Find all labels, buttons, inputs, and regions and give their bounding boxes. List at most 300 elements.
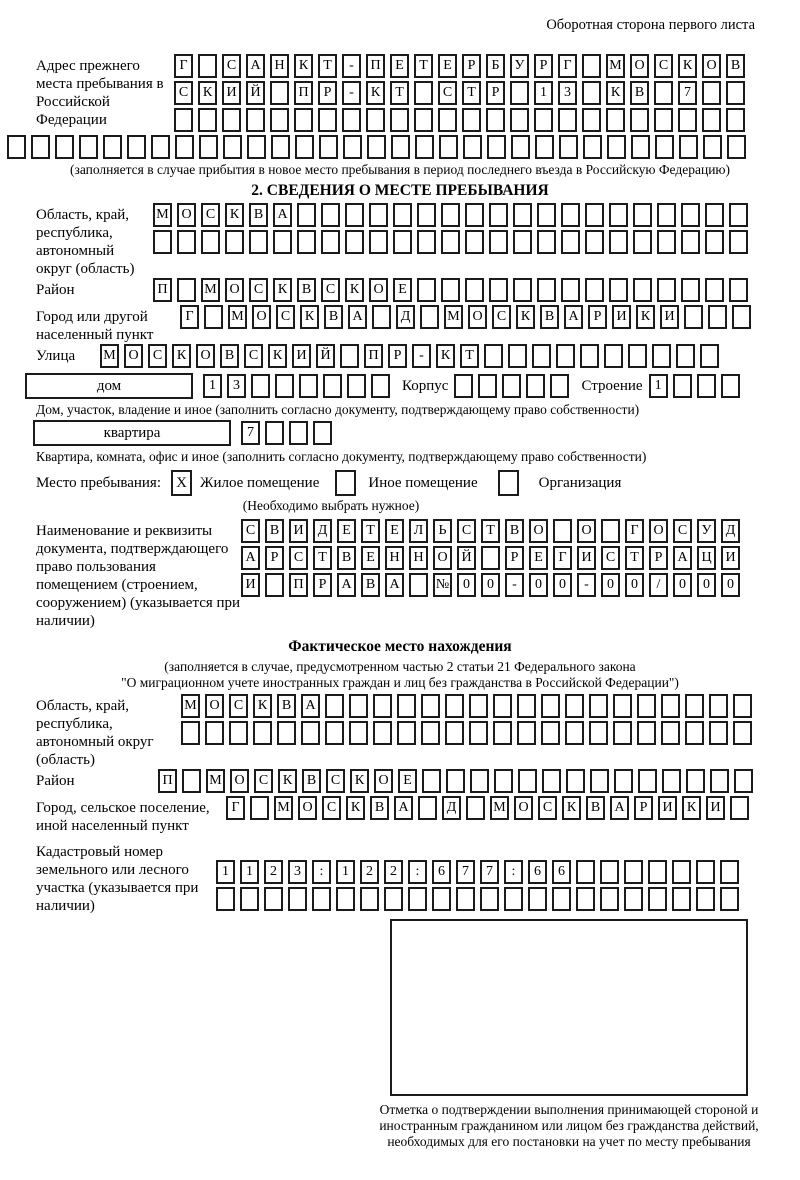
char-cell xyxy=(205,721,224,745)
char-cell xyxy=(600,887,619,911)
char-cell: К xyxy=(278,769,297,793)
char-cell: Г xyxy=(553,546,572,570)
char-cell xyxy=(367,135,386,159)
char-cell xyxy=(513,278,532,302)
char-cell xyxy=(528,887,547,911)
actual-region-label: Область, край, республика, автономный округ (область) xyxy=(36,698,154,768)
char-cell: / xyxy=(649,573,668,597)
char-cell xyxy=(681,230,700,254)
char-cell: С xyxy=(321,278,340,302)
char-cell xyxy=(465,230,484,254)
char-cell: : xyxy=(408,860,427,884)
char-cell: Й xyxy=(316,344,335,368)
char-cell xyxy=(409,573,428,597)
char-cell xyxy=(589,694,608,718)
actual-region-rows xyxy=(181,694,752,748)
district-row xyxy=(153,278,748,302)
char-cell: 6 xyxy=(552,860,571,884)
char-cell xyxy=(223,135,242,159)
char-cell: К xyxy=(273,278,292,302)
char-cell xyxy=(446,769,465,793)
char-cell: О xyxy=(374,769,393,793)
char-cell: С xyxy=(254,769,273,793)
actual-location-title: Фактическое место нахождения xyxy=(288,638,512,655)
char-cell xyxy=(504,887,523,911)
confirmation-stamp-box xyxy=(390,919,748,1096)
checkbox-dwelling: X xyxy=(171,470,192,496)
char-cell xyxy=(681,203,700,227)
char-cell xyxy=(462,108,481,132)
char-cell: К xyxy=(300,305,319,329)
document-row-1 xyxy=(241,519,740,543)
street-block xyxy=(36,344,800,371)
char-cell: 1 xyxy=(336,860,355,884)
char-cell: О xyxy=(298,796,317,820)
char-cell xyxy=(517,694,536,718)
char-cell: Е xyxy=(529,546,548,570)
char-cell: Р xyxy=(534,54,553,78)
district-label: Район xyxy=(36,282,75,298)
char-cell xyxy=(685,694,704,718)
char-cell: Т xyxy=(361,519,380,543)
char-cell: 3 xyxy=(558,81,577,105)
char-cell xyxy=(561,278,580,302)
char-cell xyxy=(582,81,601,105)
char-cell xyxy=(734,769,753,793)
char-cell: О xyxy=(230,769,249,793)
char-cell: К xyxy=(172,344,191,368)
char-cell: О xyxy=(177,203,196,227)
char-cell: Й xyxy=(246,81,265,105)
char-cell: Г xyxy=(174,54,193,78)
section2-title: 2. СВЕДЕНИЯ О МЕСТЕ ПРЕБЫВАНИЯ xyxy=(251,182,549,199)
char-cell xyxy=(726,108,745,132)
char-cell xyxy=(702,108,721,132)
char-cell: И xyxy=(289,519,308,543)
char-cell: Р xyxy=(634,796,653,820)
char-cell xyxy=(478,374,497,398)
char-cell: П xyxy=(289,573,308,597)
char-cell xyxy=(655,135,674,159)
char-cell: Г xyxy=(226,796,245,820)
char-cell: К xyxy=(268,344,287,368)
char-cell xyxy=(271,135,290,159)
char-cell xyxy=(343,135,362,159)
char-cell xyxy=(558,108,577,132)
region-rows xyxy=(153,203,748,257)
char-cell: Г xyxy=(625,519,644,543)
char-cell: И xyxy=(222,81,241,105)
char-cell: В xyxy=(220,344,239,368)
char-cell: 0 xyxy=(625,573,644,597)
char-cell: В xyxy=(630,81,649,105)
char-cell: В xyxy=(505,519,524,543)
char-cell: Р xyxy=(388,344,407,368)
char-cell: С xyxy=(249,278,268,302)
char-cell xyxy=(349,694,368,718)
char-cell: О xyxy=(225,278,244,302)
char-cell: Т xyxy=(390,81,409,105)
char-cell xyxy=(247,135,266,159)
document-rows xyxy=(241,519,740,600)
char-cell xyxy=(270,81,289,105)
char-cell: В xyxy=(249,203,268,227)
char-cell: К xyxy=(606,81,625,105)
option-other-premise-label: Иное помещение xyxy=(368,474,478,491)
char-cell xyxy=(532,344,551,368)
char-cell xyxy=(566,769,585,793)
char-cell xyxy=(510,81,529,105)
char-cell xyxy=(249,230,268,254)
char-cell xyxy=(297,230,316,254)
char-cell xyxy=(537,203,556,227)
char-cell: Е xyxy=(385,519,404,543)
char-cell xyxy=(347,374,366,398)
char-cell xyxy=(720,887,739,911)
char-cell: Д xyxy=(396,305,415,329)
char-cell xyxy=(696,860,715,884)
city-label: Город или другой населенный пункт xyxy=(36,309,154,343)
char-cell xyxy=(373,694,392,718)
char-cell: М xyxy=(153,203,172,227)
char-cell: Й xyxy=(457,546,476,570)
char-cell: - xyxy=(505,573,524,597)
char-cell xyxy=(325,721,344,745)
char-cell xyxy=(301,721,320,745)
char-cell: 1 xyxy=(240,860,259,884)
char-cell: Т xyxy=(414,54,433,78)
char-cell xyxy=(421,721,440,745)
char-cell: К xyxy=(516,305,535,329)
char-cell xyxy=(607,135,626,159)
cadastre-label: Кадастровый номер земельного или лесного участка (указывается при наличии) xyxy=(36,844,199,914)
char-cell xyxy=(678,108,697,132)
char-cell xyxy=(631,135,650,159)
char-cell xyxy=(153,230,172,254)
char-cell xyxy=(732,305,751,329)
char-cell: 0 xyxy=(601,573,620,597)
stay-type-note: (Необходимо выбрать нужное) xyxy=(242,498,420,513)
char-cell: 0 xyxy=(457,573,476,597)
char-cell: 2 xyxy=(264,860,283,884)
char-cell xyxy=(422,769,441,793)
char-cell: К xyxy=(436,344,455,368)
char-cell xyxy=(633,203,652,227)
char-cell: Е xyxy=(390,54,409,78)
char-cell xyxy=(489,230,508,254)
prev-address-row-4 xyxy=(7,135,800,159)
stay-type-row xyxy=(36,470,800,496)
char-cell: Ц xyxy=(697,546,716,570)
district-block xyxy=(36,278,800,305)
char-cell xyxy=(469,721,488,745)
char-cell: В xyxy=(540,305,559,329)
char-cell: Т xyxy=(313,546,332,570)
char-cell xyxy=(198,108,217,132)
char-cell xyxy=(340,344,359,368)
char-cell: 6 xyxy=(528,860,547,884)
char-cell: М xyxy=(490,796,509,820)
char-cell: Т xyxy=(318,54,337,78)
char-cell: М xyxy=(606,54,625,78)
char-cell xyxy=(733,694,752,718)
char-cell: М xyxy=(444,305,463,329)
char-cell: С xyxy=(241,519,260,543)
char-cell xyxy=(336,887,355,911)
char-cell xyxy=(493,721,512,745)
char-cell xyxy=(606,108,625,132)
char-cell: В xyxy=(265,519,284,543)
char-cell xyxy=(275,374,294,398)
char-cell xyxy=(273,230,292,254)
house-number-cells xyxy=(203,374,390,398)
char-cell xyxy=(465,203,484,227)
char-cell: С xyxy=(201,203,220,227)
char-cell xyxy=(55,135,74,159)
char-cell: Т xyxy=(625,546,644,570)
actual-district-label: Район xyxy=(36,773,75,789)
char-cell xyxy=(366,108,385,132)
prev-address-row-3 xyxy=(174,108,745,132)
char-cell: И xyxy=(706,796,725,820)
char-cell xyxy=(441,230,460,254)
char-cell xyxy=(103,135,122,159)
char-cell xyxy=(391,135,410,159)
char-cell xyxy=(672,887,691,911)
char-cell: О xyxy=(514,796,533,820)
char-cell xyxy=(601,519,620,543)
char-cell: Б xyxy=(486,54,505,78)
char-cell xyxy=(373,721,392,745)
checkbox-other-premise xyxy=(335,470,356,496)
char-cell xyxy=(730,796,749,820)
actual-region-row-2 xyxy=(181,721,752,745)
char-cell xyxy=(465,278,484,302)
char-cell: В xyxy=(302,769,321,793)
char-cell xyxy=(613,694,632,718)
char-cell xyxy=(295,135,314,159)
region-row-2 xyxy=(153,230,748,254)
char-cell: А xyxy=(301,694,320,718)
char-cell: В xyxy=(726,54,745,78)
cadastre-row-2 xyxy=(216,887,739,911)
char-cell xyxy=(151,135,170,159)
char-cell xyxy=(369,230,388,254)
actual-district-block xyxy=(36,769,800,796)
char-cell: И xyxy=(241,573,260,597)
char-cell: Е xyxy=(361,546,380,570)
char-cell: С xyxy=(457,519,476,543)
char-cell xyxy=(432,887,451,911)
char-cell: 7 xyxy=(456,860,475,884)
char-cell: Е xyxy=(398,769,417,793)
char-cell: 1 xyxy=(534,81,553,105)
char-cell: 0 xyxy=(697,573,716,597)
char-cell xyxy=(393,230,412,254)
stroenie-label: Строение xyxy=(581,377,643,394)
char-cell: - xyxy=(412,344,431,368)
char-cell xyxy=(182,769,201,793)
char-cell xyxy=(624,860,643,884)
char-cell: 7 xyxy=(241,421,260,445)
char-cell: Р xyxy=(462,54,481,78)
char-cell xyxy=(589,721,608,745)
char-cell xyxy=(541,721,560,745)
apartment-row xyxy=(33,420,800,446)
char-cell xyxy=(556,344,575,368)
char-cell xyxy=(299,374,318,398)
char-cell: : xyxy=(504,860,523,884)
char-cell: 0 xyxy=(673,573,692,597)
char-cell xyxy=(250,796,269,820)
char-cell: В xyxy=(277,694,296,718)
char-cell xyxy=(662,769,681,793)
char-cell xyxy=(438,108,457,132)
char-cell xyxy=(709,694,728,718)
char-cell xyxy=(487,135,506,159)
char-cell xyxy=(418,796,437,820)
char-cell: К xyxy=(225,203,244,227)
char-cell xyxy=(277,721,296,745)
char-cell xyxy=(417,278,436,302)
korpus-cells xyxy=(454,374,569,398)
char-cell xyxy=(565,694,584,718)
city-block xyxy=(36,305,800,344)
char-cell xyxy=(703,135,722,159)
region-row-1 xyxy=(153,203,748,227)
char-cell xyxy=(733,721,752,745)
char-cell: К xyxy=(682,796,701,820)
char-cell xyxy=(177,278,196,302)
char-cell xyxy=(469,694,488,718)
char-cell: 1 xyxy=(649,374,668,398)
document-row-3 xyxy=(241,573,740,597)
char-cell: С xyxy=(326,769,345,793)
char-cell xyxy=(445,721,464,745)
char-cell: 2 xyxy=(360,860,379,884)
document-row-2 xyxy=(241,546,740,570)
char-cell xyxy=(484,344,503,368)
char-cell: А xyxy=(673,546,692,570)
char-cell xyxy=(648,887,667,911)
char-cell xyxy=(466,796,485,820)
char-cell xyxy=(705,278,724,302)
char-cell xyxy=(673,374,692,398)
char-cell xyxy=(565,721,584,745)
char-cell xyxy=(604,344,623,368)
char-cell xyxy=(79,135,98,159)
char-cell: 7 xyxy=(678,81,697,105)
char-cell xyxy=(710,769,729,793)
char-cell: К xyxy=(350,769,369,793)
char-cell xyxy=(470,769,489,793)
char-cell xyxy=(415,135,434,159)
actual-city-block xyxy=(36,796,800,835)
char-cell xyxy=(393,203,412,227)
char-cell xyxy=(582,54,601,78)
char-cell xyxy=(697,374,716,398)
char-cell: О xyxy=(124,344,143,368)
char-cell: Ь xyxy=(433,519,452,543)
char-cell xyxy=(559,135,578,159)
apartment-cells xyxy=(241,421,332,445)
char-cell: О xyxy=(205,694,224,718)
char-cell xyxy=(630,108,649,132)
char-cell xyxy=(390,108,409,132)
char-cell xyxy=(537,230,556,254)
char-cell: И xyxy=(721,546,740,570)
char-cell: 6 xyxy=(432,860,451,884)
char-cell: С xyxy=(673,519,692,543)
char-cell xyxy=(175,135,194,159)
char-cell xyxy=(638,769,657,793)
char-cell xyxy=(297,203,316,227)
char-cell: С xyxy=(601,546,620,570)
char-cell xyxy=(222,108,241,132)
char-cell: А xyxy=(610,796,629,820)
char-cell: К xyxy=(678,54,697,78)
char-cell: А xyxy=(241,546,260,570)
actual-region-row-1 xyxy=(181,694,752,718)
char-cell xyxy=(323,374,342,398)
char-cell: А xyxy=(246,54,265,78)
char-cell: А xyxy=(337,573,356,597)
char-cell: С xyxy=(276,305,295,329)
char-cell: 0 xyxy=(481,573,500,597)
char-cell xyxy=(199,135,218,159)
char-cell xyxy=(700,344,719,368)
char-cell xyxy=(174,108,193,132)
char-cell xyxy=(508,344,527,368)
char-cell: Т xyxy=(460,344,479,368)
char-cell xyxy=(709,721,728,745)
char-cell xyxy=(726,81,745,105)
house-note: Дом, участок, владение и иное (заполнить согласно документу, подтверждающему право собственности) xyxy=(36,402,640,417)
document-label: Наименование и реквизиты документа, подтверждающего право пользования помещением (строением, сооружением) (указывается при наличии) xyxy=(36,523,241,629)
char-cell xyxy=(657,203,676,227)
char-cell: П xyxy=(366,54,385,78)
prev-address-block xyxy=(36,54,800,135)
char-cell xyxy=(372,305,391,329)
char-cell: 0 xyxy=(721,573,740,597)
char-cell: У xyxy=(510,54,529,78)
char-cell xyxy=(702,81,721,105)
char-cell xyxy=(657,278,676,302)
char-cell xyxy=(661,694,680,718)
char-cell xyxy=(609,230,628,254)
char-cell xyxy=(720,860,739,884)
street-row xyxy=(100,344,719,368)
char-cell xyxy=(439,135,458,159)
char-cell: С xyxy=(322,796,341,820)
char-cell: А xyxy=(273,203,292,227)
prev-address-row-1 xyxy=(174,54,745,78)
char-cell xyxy=(729,278,748,302)
char-cell xyxy=(553,519,572,543)
char-cell xyxy=(727,135,746,159)
char-cell xyxy=(510,108,529,132)
char-cell xyxy=(729,203,748,227)
char-cell xyxy=(676,344,695,368)
char-cell: Р xyxy=(588,305,607,329)
char-cell: О xyxy=(196,344,215,368)
char-cell xyxy=(696,887,715,911)
char-cell xyxy=(541,694,560,718)
char-cell: Н xyxy=(409,546,428,570)
char-cell: Р xyxy=(265,546,284,570)
char-cell: 0 xyxy=(553,573,572,597)
char-cell xyxy=(225,230,244,254)
